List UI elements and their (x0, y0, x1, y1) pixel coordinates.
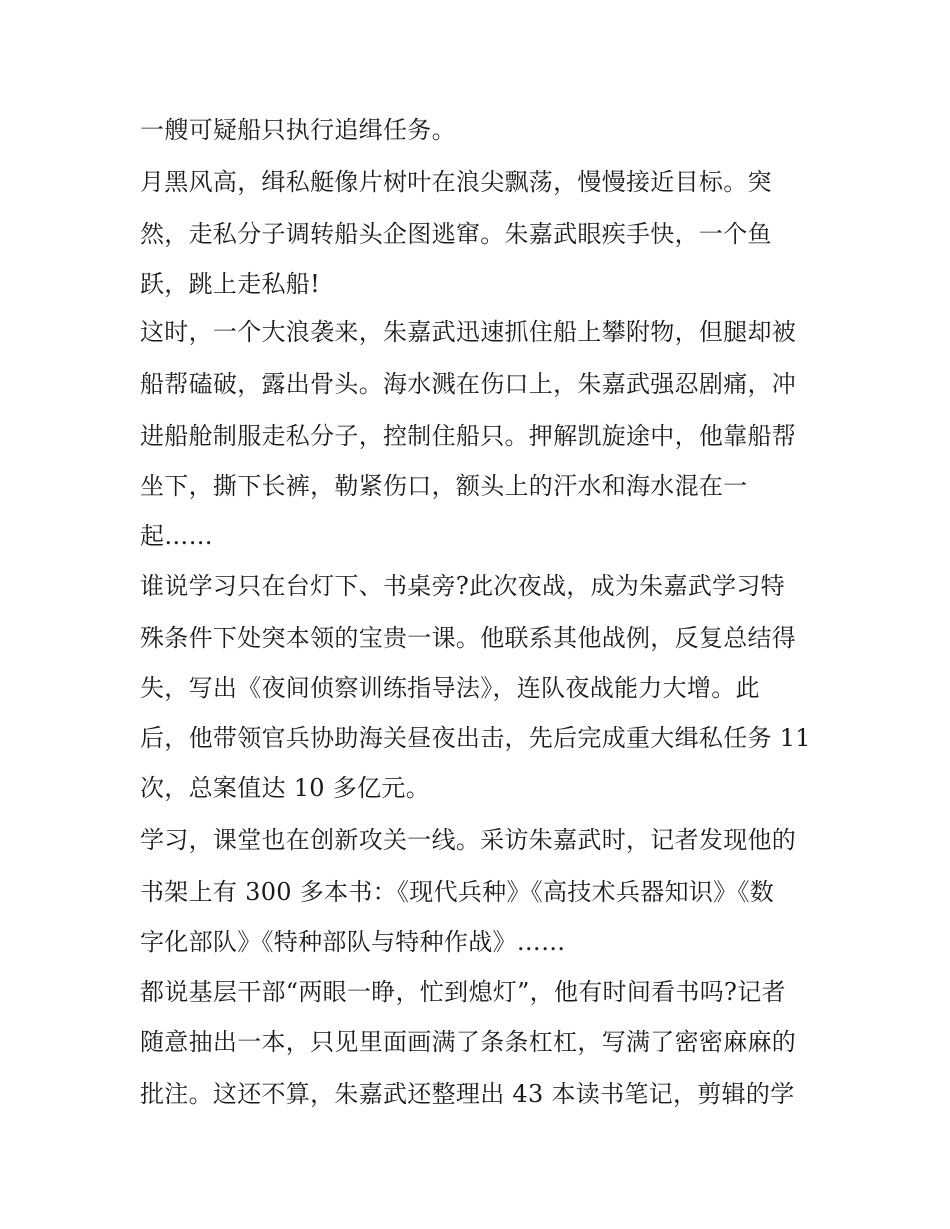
text-line: 月黑风高，缉私艇像片树叶在浪尖飘荡，慢慢接近目标。突 (140, 168, 772, 196)
text-line: 学习，课堂也在创新攻关一线。采访朱嘉武时，记者发现他的 (140, 826, 797, 854)
text-line: 次，总案值达 10 多亿元。 (140, 774, 430, 802)
text-line: 一艘可疑船只执行追缉任务。 (140, 116, 456, 144)
text-line: 船帮磕破，露出骨头。海水溅在伤口上，朱嘉武强忍剧痛，冲 (140, 370, 797, 398)
text-line: 书架上有 300 多本书：《现代兵种》《高技术兵器知识》《数 (140, 878, 775, 906)
text-line: 批注。这还不算，朱嘉武还整理出 43 本读书笔记，剪辑的学 (140, 1080, 795, 1108)
text-line: 进船舱制服走私分子，控制住船只。押解凯旋途中，他靠船帮 (140, 422, 797, 450)
text-line: 起…… (140, 522, 213, 550)
text-line: 坐下，撕下长裤，勒紧伤口，额头上的汗水和海水混在一 (140, 472, 748, 500)
text-line: 字化部队》《特种部队与特种作战》…… (140, 928, 566, 956)
text-line: 跃，跳上走私船! (140, 270, 321, 298)
text-line: 失，写出《夜间侦察训练指导法》，连队夜战能力大增。此 (140, 674, 760, 702)
text-line: 随意抽出一本，只见里面画满了条条杠杠，写满了密密麻麻的 (140, 1028, 797, 1056)
text-line: 殊条件下处突本领的宝贵一课。他联系其他战例，反复总结得 (140, 624, 797, 652)
text-line: 后，他带领官兵协助海关昼夜出击，先后完成重大缉私任务 11 (140, 724, 811, 752)
text-line: 然，走私分子调转船头企图逃窜。朱嘉武眼疾手快，一个鱼 (140, 220, 772, 248)
text-line: 谁说学习只在台灯下、书桌旁?此次夜战，成为朱嘉武学习特 (140, 572, 785, 600)
text-line: 这时，一个大浪袭来，朱嘉武迅速抓住船上攀附物，但腿却被 (140, 318, 797, 346)
text-line: 都说基层干部“两眼一睁，忙到熄灯”，他有时间看书吗?记者 (140, 978, 786, 1006)
